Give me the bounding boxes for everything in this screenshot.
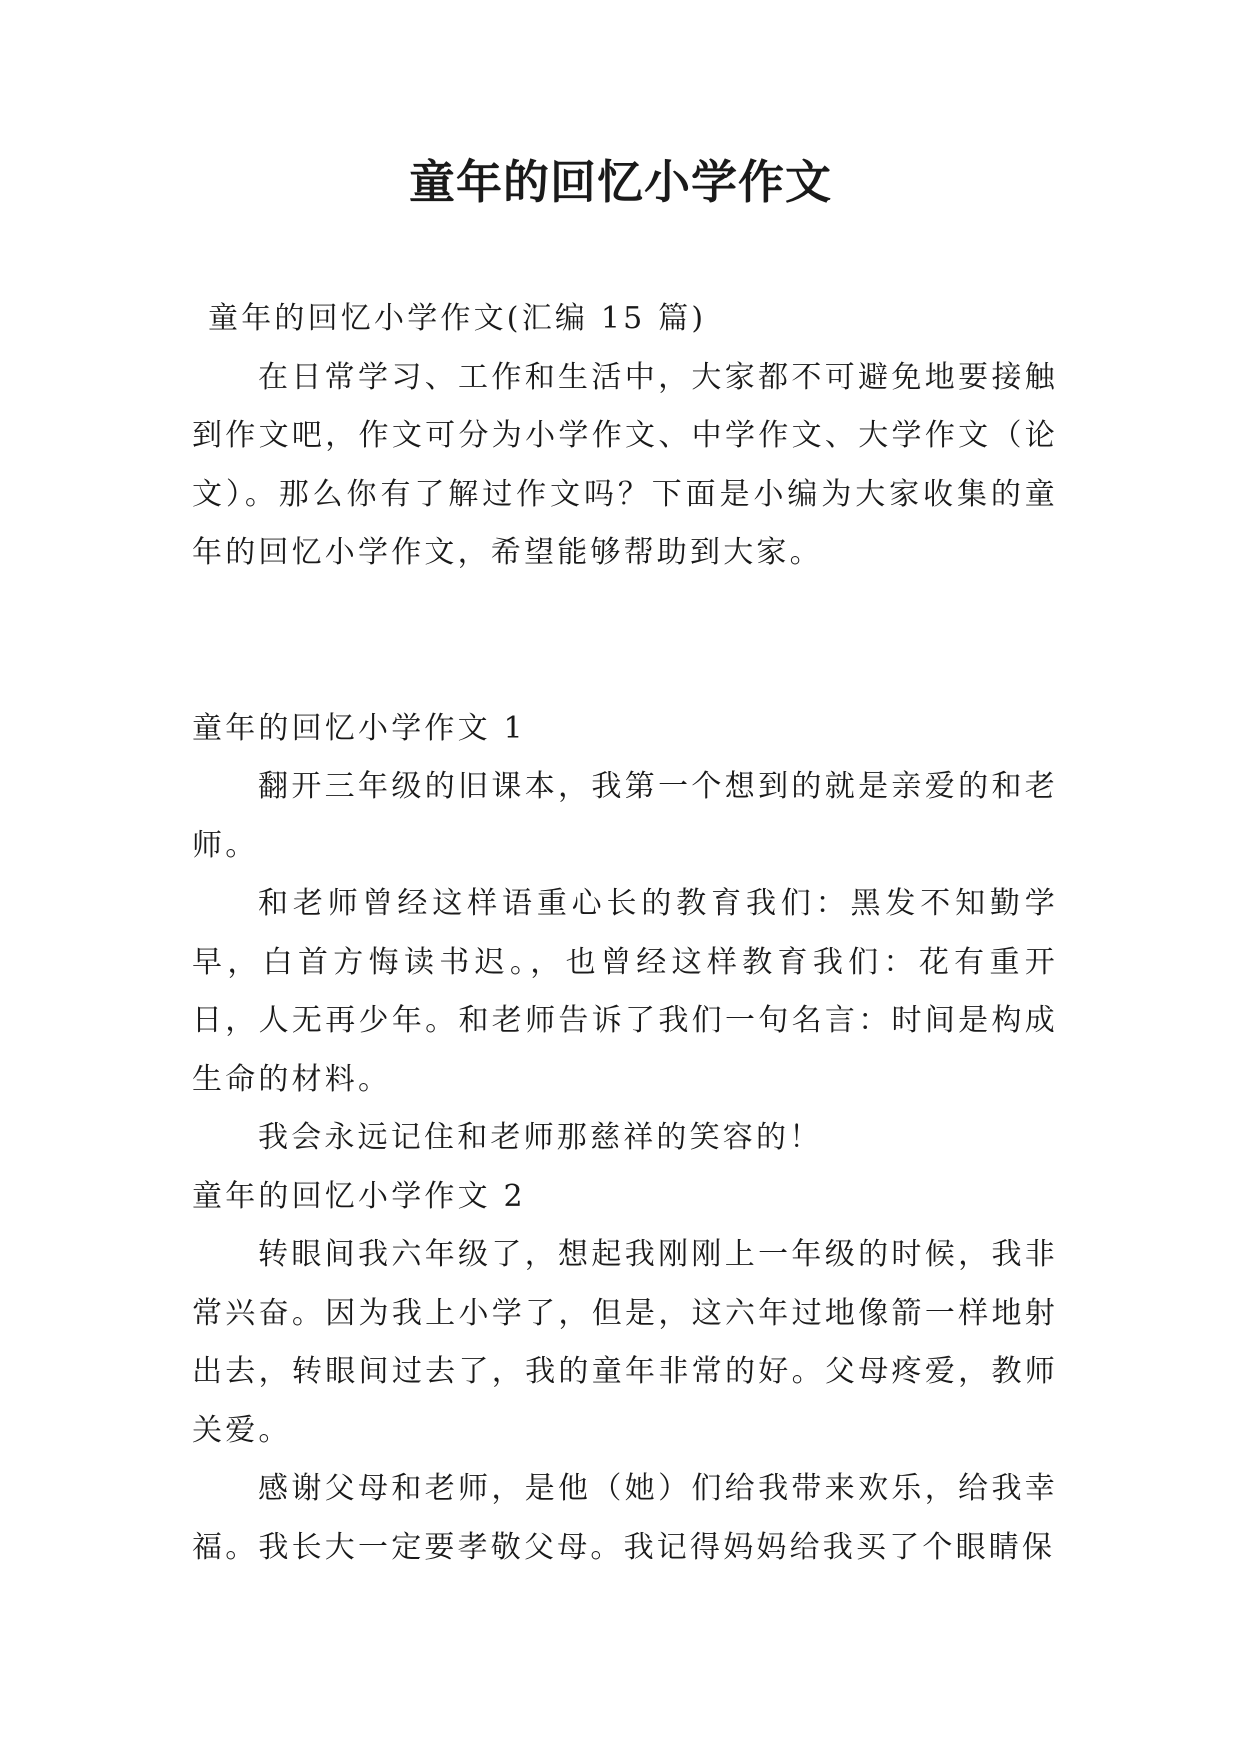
- essay-section-2: [192, 1168, 1058, 1578]
- intro-paragraph: 在日常学习、工作和生活中，大家都不可避免地要接触到作文吧，作文可分为小学作文、中学作文、大学作文（论文）。那么你有了解过作文吗？下面是小编为大家收集的童年的回忆小学作文，希望能够帮助到大家。: [192, 359, 1058, 570]
- essay-section-1: [192, 700, 1058, 1168]
- section-paragraph: 我会永远记住和老师那慈祥的笑容的！: [258, 1120, 823, 1155]
- section-spacer: [192, 583, 1058, 700]
- section-paragraph: 转眼间我六年级了，想起我刚刚上一年级的时候，我非常兴奋。因为我上小学了，但是，这六年过地像箭一样地射出去，转眼间过去了，我的童年非常的好。父母疼爱，教师关爱。: [192, 1237, 1058, 1448]
- document-body: [192, 290, 1058, 1577]
- section-heading: 童年的回忆小学作文 2: [192, 1178, 526, 1214]
- document-title: 童年的回忆小学作文: [409, 155, 832, 209]
- section-paragraph: 和老师曾经这样语重心长的教育我们：黑发不知勤学早，白首方悔读书迟。，也曾经这样教育我们：花有重开日，人无再少年。和老师告诉了我们一句名言：时间是构成生命的材料。: [192, 886, 1058, 1097]
- section-paragraph: 翻开三年级的旧课本，我第一个想到的就是亲爱的和老师。: [192, 769, 1058, 863]
- document-subtitle: 童年的回忆小学作文(汇编 15 篇): [208, 301, 707, 336]
- section-heading: 童年的回忆小学作文 1: [192, 710, 526, 746]
- section-paragraph: 感谢父母和老师，是他（她）们给我带来欢乐，给我幸福。我长大一定要孝敬父母。我记得妈妈给我买了个眼睛保: [192, 1471, 1058, 1565]
